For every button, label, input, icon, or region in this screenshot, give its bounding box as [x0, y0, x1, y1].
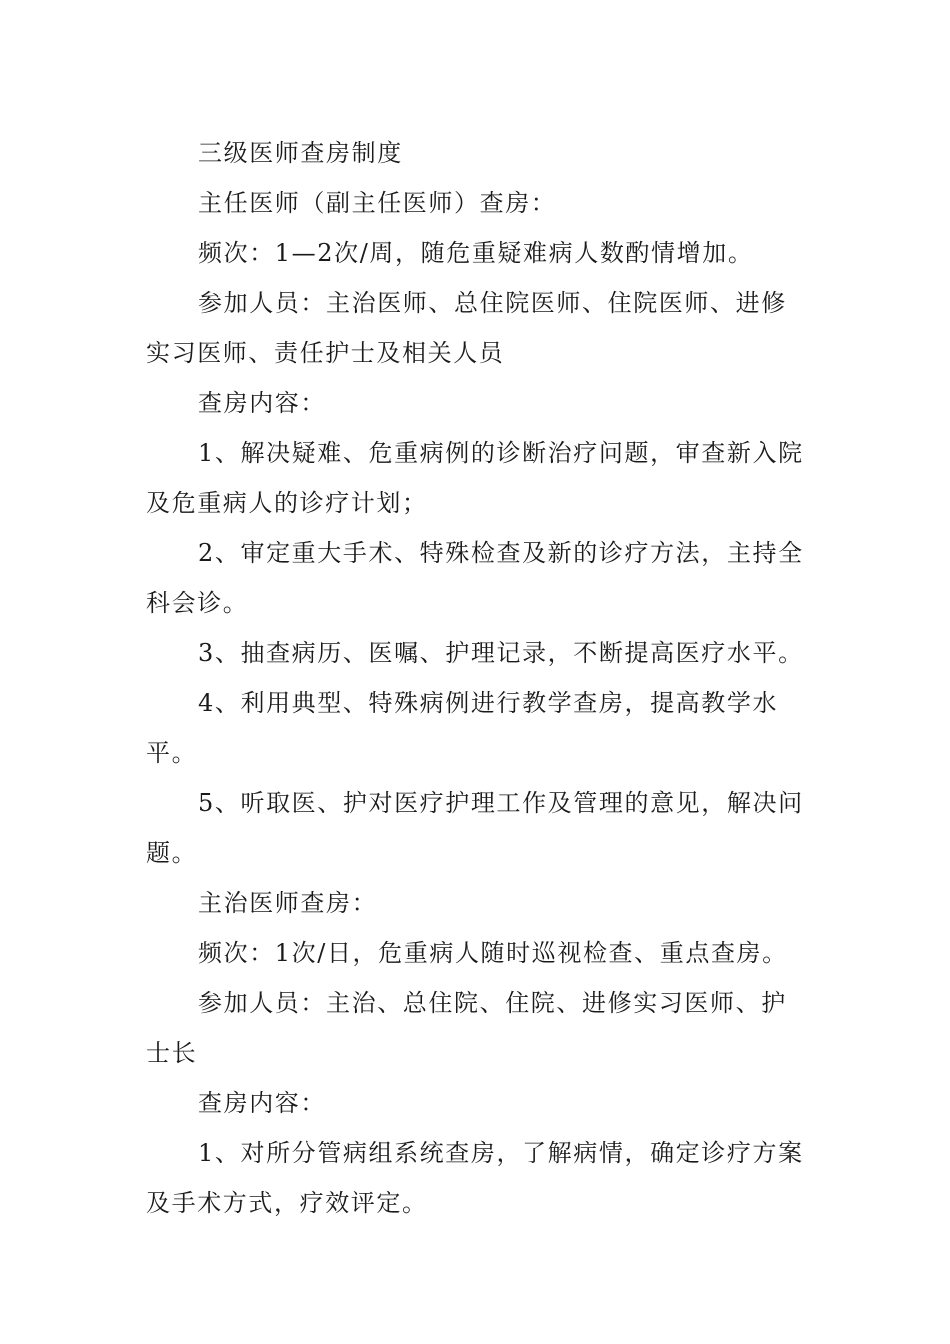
chief-frequency: 频次：1—2次/周，随危重疑难病人数酌情增加。	[198, 239, 754, 267]
chief-content-item-1: 1、解决疑难、危重病例的诊断治疗问题，审查新入院及危重病人的诊疗计划；	[146, 439, 804, 517]
chief-content-item-2: 2、审定重大手术、特殊检查及新的诊疗方法，主持全科会诊。	[146, 539, 804, 617]
heading-chief-physician-rounds: 主任医师（副主任医师）查房：	[198, 189, 557, 217]
chief-content-item-3: 3、抽查病历、医嘱、护理记录，不断提高医疗水平。	[198, 639, 804, 667]
chief-content-item-5: 5、听取医、护对医疗护理工作及管理的意见，解决问题。	[146, 789, 804, 867]
chief-content-item-4: 4、利用典型、特殊病例进行教学查房，提高教学水平。	[146, 689, 779, 767]
document-title: 三级医师查房制度	[198, 139, 403, 167]
attending-frequency: 频次：1次/日，危重病人随时巡视检查、重点查房。	[198, 939, 788, 967]
attending-content-heading: 查房内容：	[198, 1089, 326, 1117]
attending-participants: 参加人员：主治、总住院、住院、进修实习医师、护士长	[146, 989, 787, 1067]
chief-participants: 参加人员：主治医师、总住院医师、住院医师、进修实习医师、责任护士及相关人员	[146, 289, 787, 367]
document-body	[146, 128, 806, 1228]
chief-content-heading: 查房内容：	[198, 389, 326, 417]
heading-attending-physician-rounds: 主治医师查房：	[198, 889, 378, 917]
attending-content-item-1: 1、对所分管病组系统查房，了解病情，确定诊疗方案及手术方式，疗效评定。	[146, 1139, 804, 1217]
